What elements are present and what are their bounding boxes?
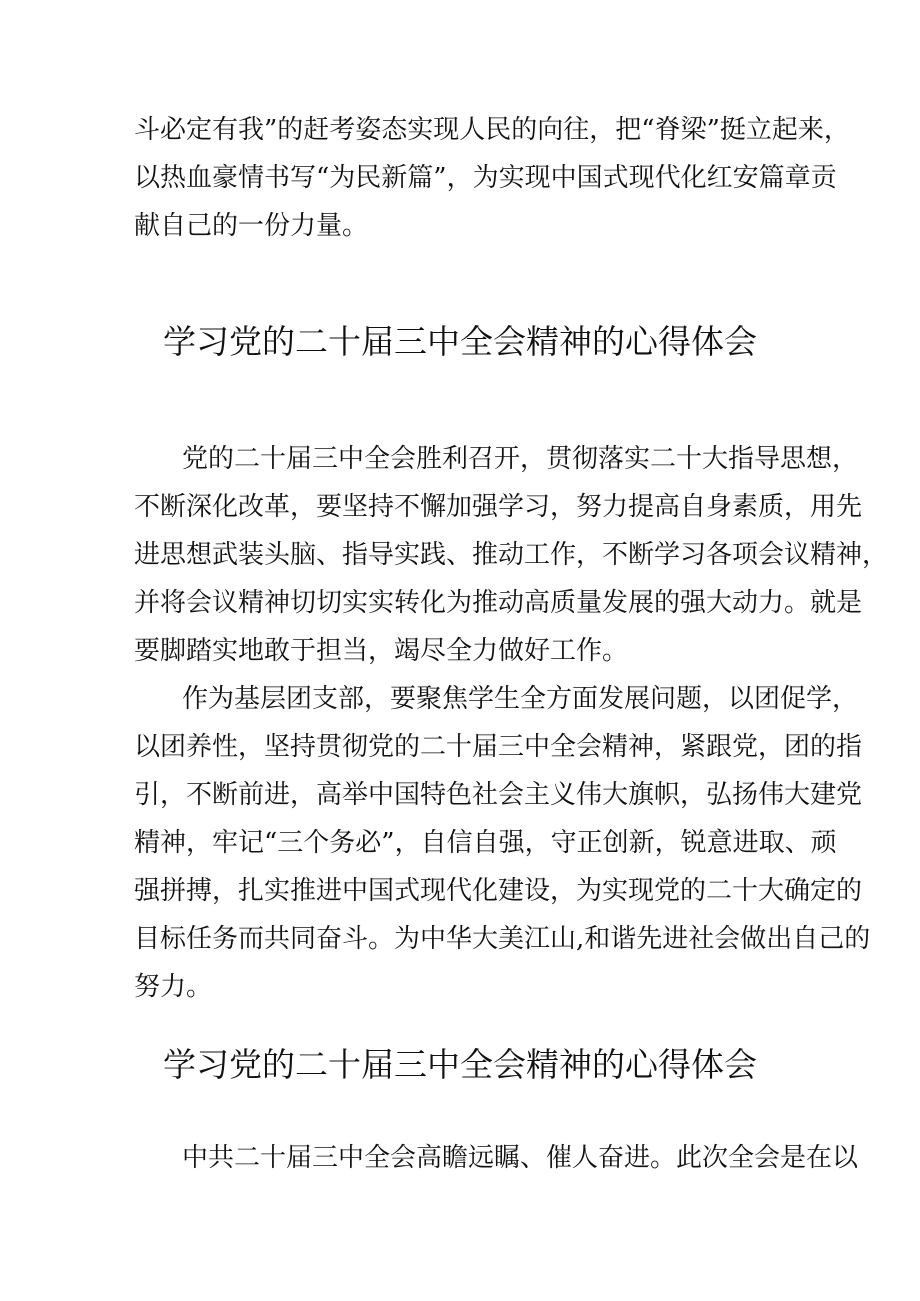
section-title: 学习党的二十届三中全会精神的心得体会	[163, 1045, 757, 1084]
section-title: 学习党的二十届三中全会精神的心得体会	[163, 322, 757, 361]
text-line: 要脚踏实地敢于担当，竭尽全力做好工作。	[134, 636, 629, 666]
text-line: 中共二十届三中全会高瞻远瞩、催人奋进。此次全会是在以	[182, 1143, 859, 1173]
text-line: 并将会议精神切切实实转化为推动高质量发展的强大动力。就是	[134, 588, 863, 618]
text-line: 目标任务而共同奋斗。为中华大美江山,和谐先进社会做出自己的	[134, 924, 871, 954]
text-line: 献自己的一份力量。	[134, 211, 369, 241]
text-line: 斗必定有我”的赶考姿态实现人民的向往，把“脊梁”挺立起来，	[134, 115, 850, 145]
text-line: 引，不断前进，高举中国特色社会主义伟大旗帜，弘扬伟大建党	[134, 780, 863, 810]
text-line: 不断深化改革，要坚持不懈加强学习，努力提高自身素质，用先	[134, 492, 863, 522]
text-line: 精神，牢记“三个务必”，自信自强，守正创新，锐意进取、顽	[134, 828, 837, 858]
text-line: 以团养性，坚持贯彻党的二十届三中全会精神，紧跟党，团的指	[134, 732, 863, 762]
text-line: 党的二十届三中全会胜利召开，贯彻落实二十大指导思想，	[182, 444, 859, 474]
text-line: 努力。	[134, 972, 213, 1002]
text-line: 以热血豪情书写“为民新篇”，为实现中国式现代化红安篇章贡	[134, 163, 837, 193]
text-line: 作为基层团支部，要聚焦学生全方面发展问题，以团促学，	[182, 684, 859, 714]
text-line: 进思想武装头脑、指导实践、推动工作，不断学习各项会议精神，	[134, 540, 889, 570]
text-line: 强拼搏，扎实推进中国式现代化建设，为实现党的二十大确定的	[134, 876, 863, 906]
